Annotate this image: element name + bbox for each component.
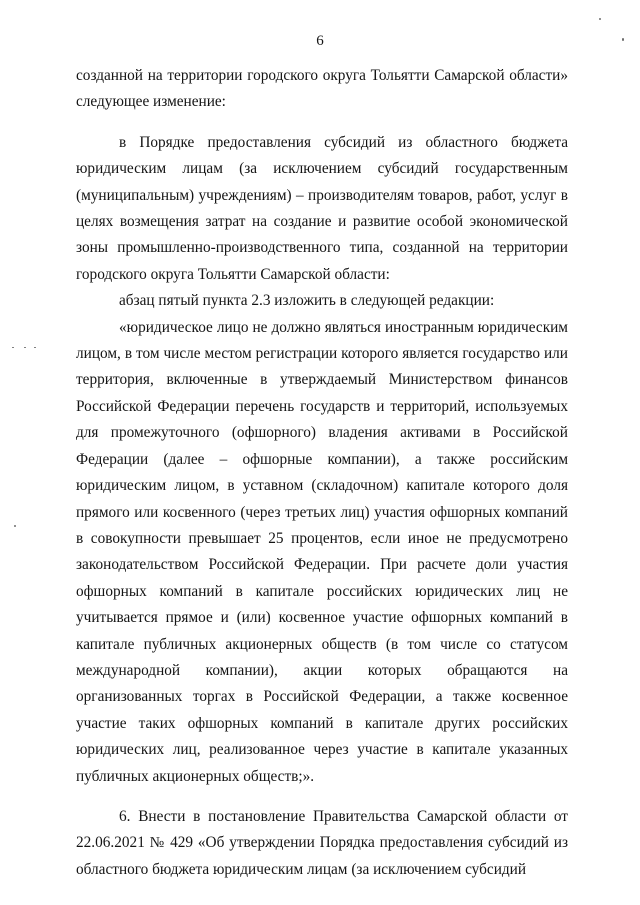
scan-speck: [34, 347, 36, 348]
scan-speck: [622, 38, 624, 41]
paragraph-quoted-text: «юридическое лицо не должно являться иностранным юридическим лицом, в том числе местом регистрации которого является государство или территория, включенные в утверждаемый Министерством финансов Российской Федерации перечень государств и территорий, используемых для промежуточного (офшорного) владения активами в Российской Федерации (далее – офшорные компании), а также российским юридическим лицом, в уставном (складочном) капитале которого доля прямого или косвенного (через третьих лиц) участия офшорных компаний в совокупности превышает 25 процентов, если иное не предусмотрено законодательством Российской Федерации. При расчете доли участия офшорных компаний в капитале российских юридических лиц не учитывается прямое и (или) косвенное участие офшорных компаний в капитале публичных акционерных обществ (в том числе со статусом международной компании), акции которых обращаются на организованных торгах в Российской Федерации, а также косвенное участие таких офшорных компаний в капитале других российских юридических лиц, реализованное через участие в капитале указанных публичных акционерных обществ;».: [76, 318, 568, 785]
paragraph-amendment-intro: абзац пятый пункта 2.3 изложить в следующей редакции:: [119, 292, 495, 310]
document-body: [76, 63, 568, 883]
scan-speck: [599, 18, 601, 20]
paragraph-continuation: созданной на территории городского округа Тольятти Самарской области» следующее изменение:: [76, 67, 568, 111]
scan-speck: [24, 347, 26, 348]
scan-speck: [14, 525, 16, 527]
page-number: 6: [316, 33, 324, 49]
scan-speck: [12, 347, 14, 348]
paragraph-procedure: в Порядке предоставления субсидий из областного бюджета юридическим лицам (за исключением субсидий государственным (муниципальным) учреждениям) – производителям товаров, работ, услуг в целях возмещения затрат на создание и развитие особой экономической зоны промышленно-производственного типа, созданной на территории городского округа Тольятти Самарской области:: [76, 133, 568, 283]
paragraph-item-6: 6. Внести в постановление Правительства Самарской области от 22.06.2021 № 429 «Об утверждении Порядка предоставления субсидий из областного бюджета юридическим лицам (за исключением субсидий: [76, 807, 568, 878]
